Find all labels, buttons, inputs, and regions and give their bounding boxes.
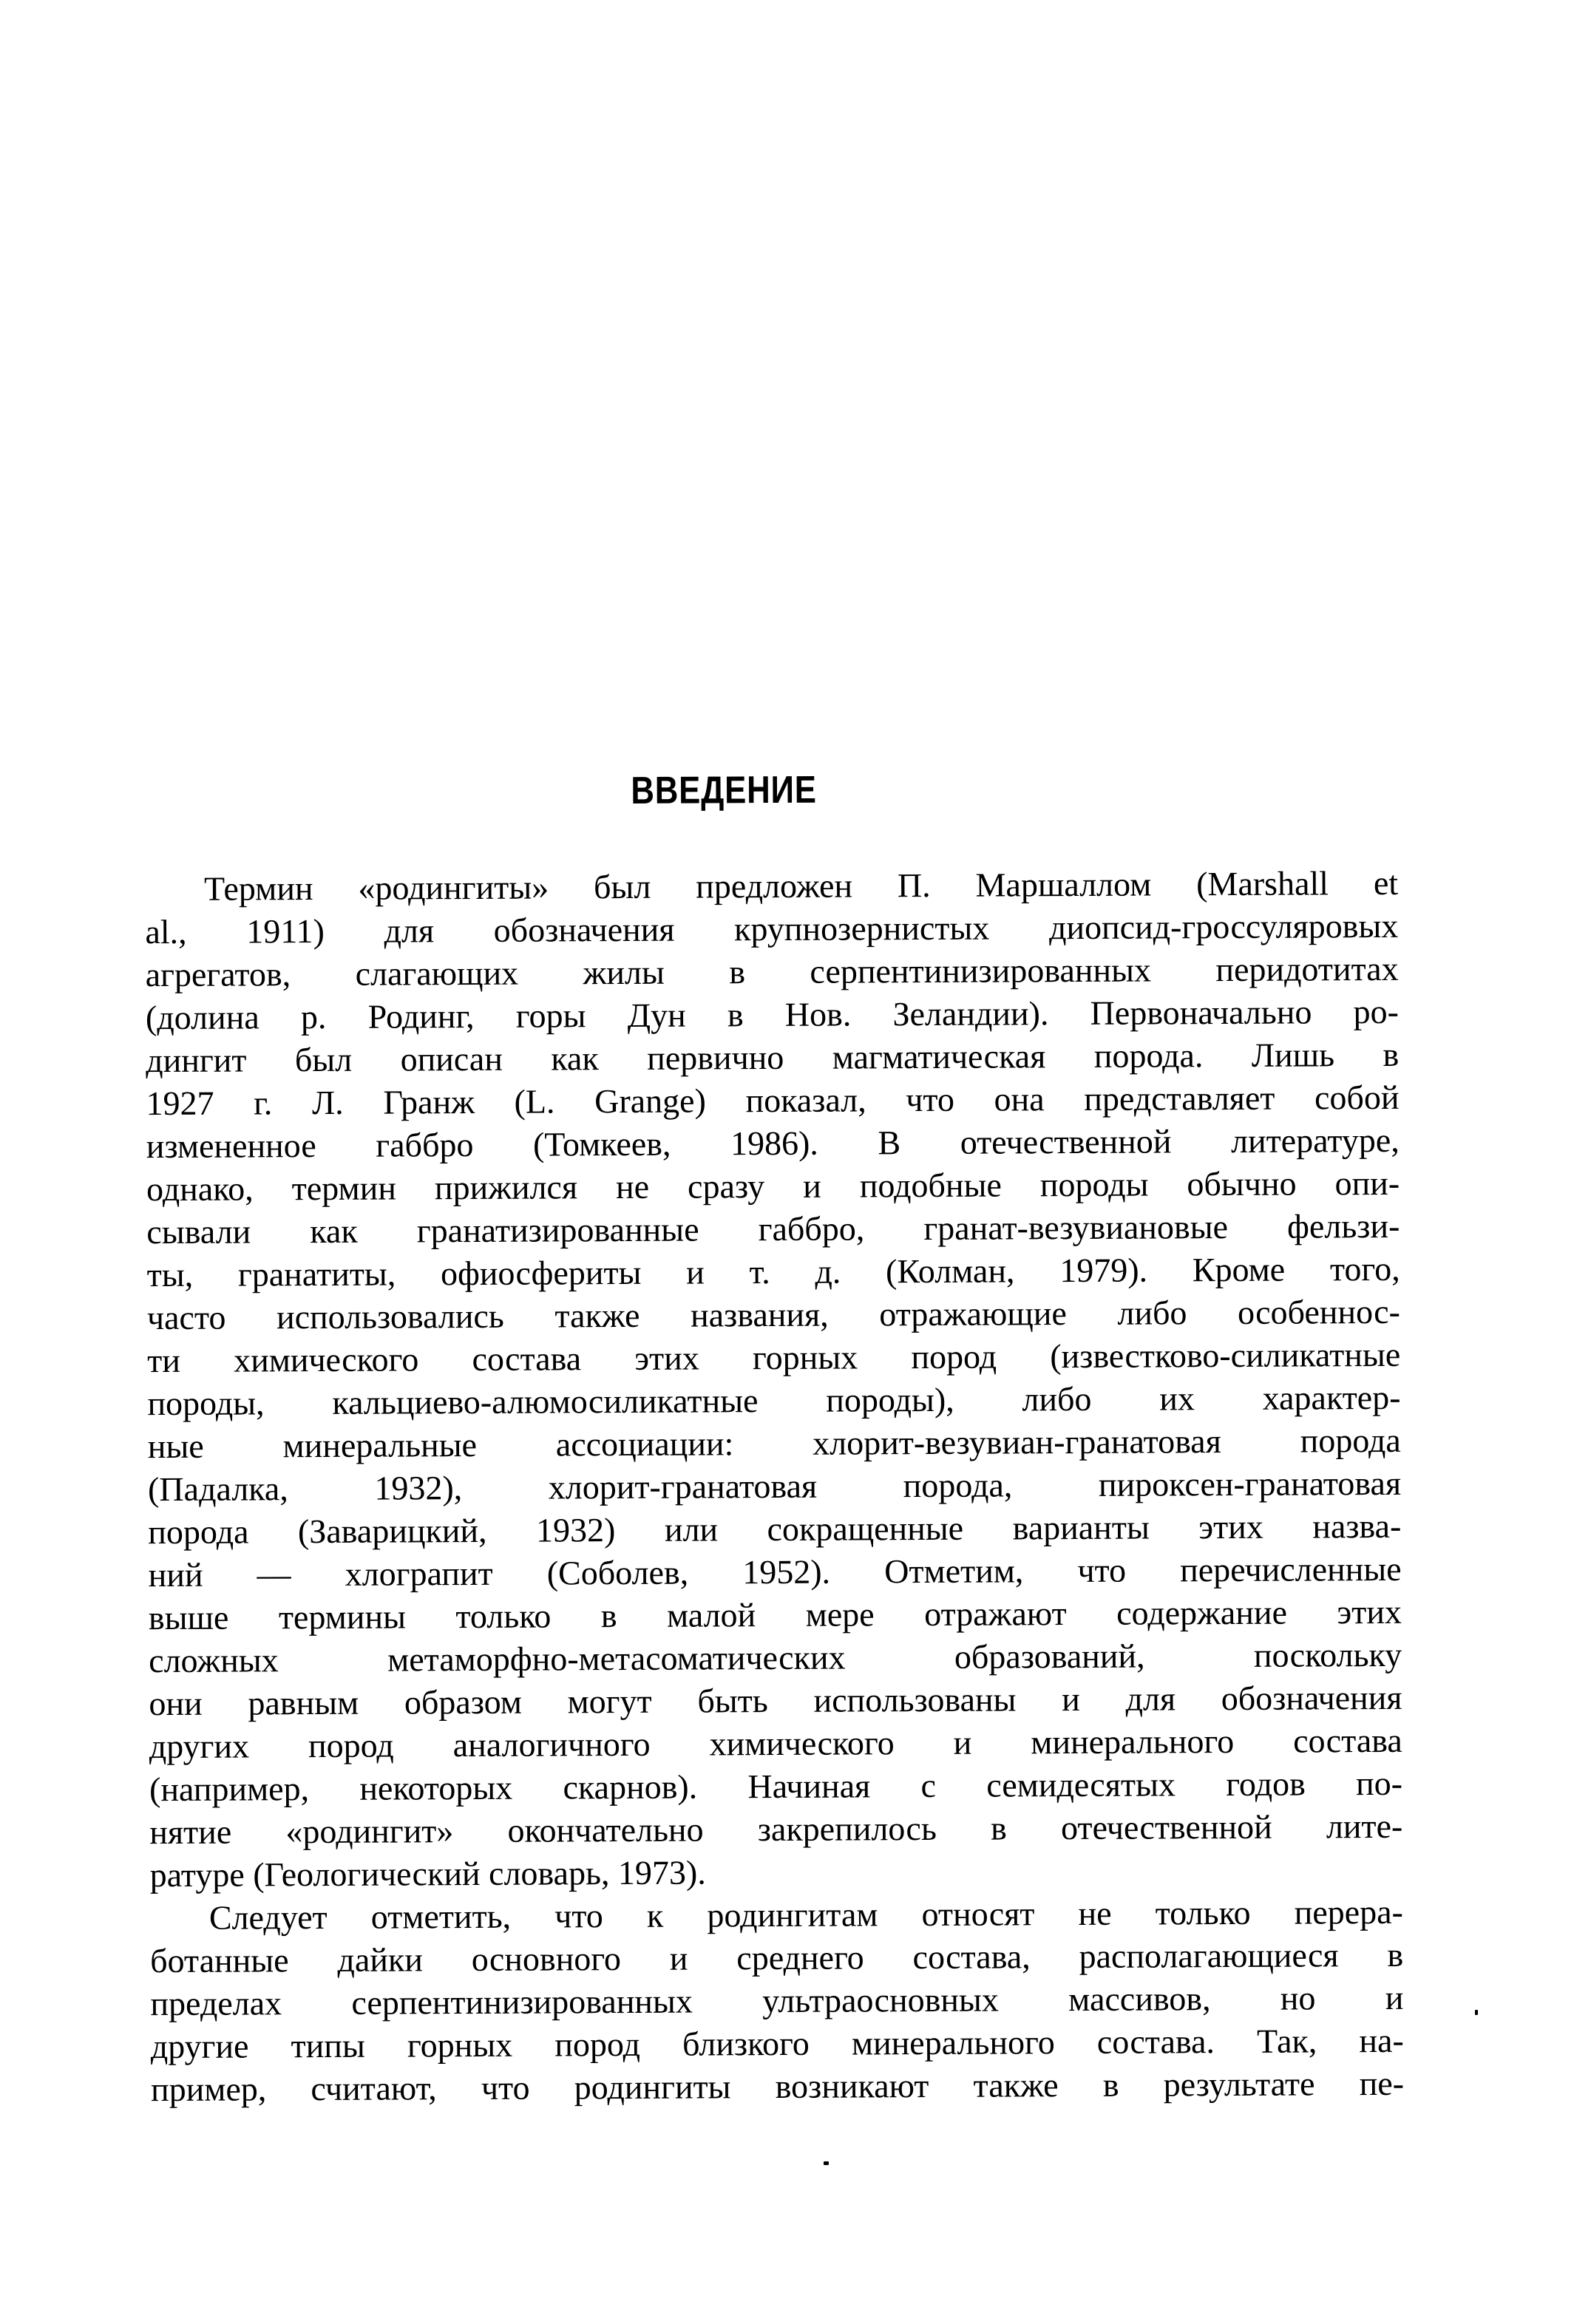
body-text-column <box>145 862 1404 2111</box>
text-line: (долина р. Родинг, горы Дун в Нов. Зеландии). Первоначально ро- <box>145 992 1400 1037</box>
text-line: нятие «родингит» окончательно закрепилось в отечественной лите- <box>149 1807 1403 1852</box>
text-line: ботанные дайки основного и среднего состава, располагающиеся в <box>150 1935 1404 1980</box>
chapter-title: ВВЕДЕНИЕ <box>631 768 817 812</box>
text-line: пределах серпентинизированных ультраосновных массивов, но и <box>150 1978 1404 2023</box>
text-line: сывали как гранатизированные габбро, гранат-везувиановые фельзи- <box>146 1206 1400 1251</box>
text-line: порода (Заварицкий, 1932) или сокращенные варианты этих назва- <box>148 1506 1402 1552</box>
text-line: пример, считают, что родингиты возникают также в результате пе- <box>150 2064 1405 2109</box>
text-line: (Падалка, 1932), хлорит-гранатовая порода, пироксен-гранатовая <box>147 1464 1402 1509</box>
text-line: измененное габбро (Томкеев, 1986). В отечественной литературе, <box>146 1121 1400 1166</box>
text-line: сложных метаморфно-метасоматических образований, поскольку <box>149 1635 1402 1680</box>
text-line: дингит был описан как первично магматическая порода. Лишь в <box>146 1035 1400 1080</box>
text-line: часто использовались также названия, отражающие либо особеннос- <box>146 1292 1401 1337</box>
scan-speck <box>1475 2010 1478 2015</box>
scan-speck <box>824 2161 829 2165</box>
text-line: ти химического состава этих горных пород (известково-силикатные <box>147 1335 1401 1380</box>
text-line: Термин «родингиты» был предложен П. Маршаллом (Marshall et <box>203 863 1399 908</box>
text-line: других пород аналогичного химического и минерального состава <box>149 1721 1402 1766</box>
text-line: агрегатов, слагающих жилы в серпентинизированных перидотитах <box>145 949 1399 994</box>
text-line: al., 1911) для обозначения крупнозернистых диопсид-гроссуляровых <box>145 906 1399 951</box>
text-line: породы, кальциево-алюмосиликатные породы), либо их характер- <box>147 1378 1401 1423</box>
text-line: (например, некоторых скарнов). Начиная с семидесятых годов по- <box>149 1764 1403 1809</box>
text-line: однако, термин прижился не сразу и подобные породы обычно опи- <box>146 1163 1400 1209</box>
text-line: выше термины только в малой мере отражают содержание этих <box>148 1592 1402 1637</box>
text-line: ные минеральные ассоциации: хлорит-везувиан-гранатовая порода <box>147 1421 1401 1466</box>
text-line: другие типы горных пород близкого минерального состава. Так, на- <box>150 2021 1404 2066</box>
text-line: ратуре (Геологический словарь, 1973). <box>149 1853 706 1895</box>
text-line: они равным образом могут быть использованы и для обозначения <box>149 1678 1402 1723</box>
text-line: Следует отметить, что к родингитам относят не только перера- <box>208 1892 1404 1937</box>
text-line: ний — хлограпит (Соболев, 1952). Отметим, что перечисленные <box>148 1549 1402 1594</box>
text-line: 1927 г. Л. Гранж (L. Grange) показал, что она представляет собой <box>146 1078 1400 1123</box>
text-line: ты, гранатиты, офиосфериты и т. д. (Колман, 1979). Кроме того, <box>146 1249 1400 1294</box>
